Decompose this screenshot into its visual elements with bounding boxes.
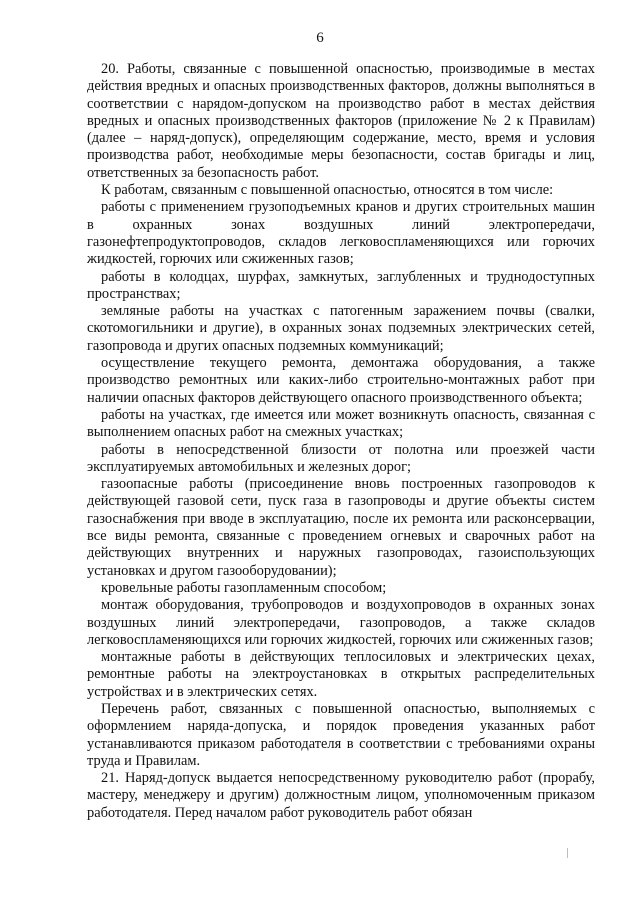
paragraph-list-order: Перечень работ, связанных с повышенной опасностью, выполняемых с оформлением наряда-допуска, и порядок проведения указанных работ устанавливаются приказом работодателя в соответствии с требованиями охраны труда и Правилам.: [87, 700, 595, 769]
list-item-roads: работы в непосредственной близости от полотна или проезжей части эксплуатируемых автомобильных и железных дорог;: [87, 441, 595, 475]
list-item-earthworks: земляные работы на участках с патогенным заражением почвы (свалки, скотомогильники и другие), в охранных зонах подземных электрических сетей, газопровода и других опасных подземных коммуникаций;: [87, 303, 595, 354]
document-body: [87, 61, 595, 822]
paragraph-21: 21. Наряд-допуск выдается непосредственному руководителю работ (прорабу, мастеру, менеджеру и другим) должностным лицом, уполномоченным приказом работодателя. Перед началом работ руководитель работ обязан: [87, 770, 595, 821]
list-item-repair: осуществление текущего ремонта, демонтажа оборудования, а также производство ремонтных или каких-либо строительно-монтажных работ при наличии опасных факторов действующего опасного производственного объекта;: [87, 355, 595, 406]
paragraph-20: 20. Работы, связанные с повышенной опасностью, производимые в местах действия вредных и опасных производственных факторов, должны выполняться в соответствии с нарядом-допуском на производство работ в местах действия вредных и опасных производственных факторов (приложение № 2 к Правилам) (далее – наряд-допуск), определяющим содержание, место, время и условия производства работ, необходимые меры безопасности, состав бригады и лиц, ответственных за безопасность работ.: [87, 61, 595, 181]
list-item-electrical: монтажные работы в действующих теплосиловых и электрических цехах, ремонтные работы на электроустановках в открытых распределительных устройствах и в электрических сетях.: [87, 649, 595, 700]
list-item-roofing: кровельные работы газопламенным способом;: [101, 579, 387, 596]
paragraph-list-intro: К работам, связанным с повышенной опасностью, относятся в том числе:: [101, 182, 554, 199]
list-item-adjacent-sites: работы на участках, где имеется или может возникнуть опасность, связанная с выполнением опасных работ на смежных участках;: [87, 406, 595, 441]
list-item-installation: монтаж оборудования, трубопроводов и воздухопроводов в охранных зонах воздушных линий электропередачи, газопроводов, а также складов легковоспламеняющихся или горючих жидкостей, горючих или сжиженных газов;: [87, 597, 595, 648]
list-item-cranes: работы с применением грузоподъемных кранов и других строительных машин в охранных зонах воздушных линий электропередачи, газонефтепродуктопроводов, складов легковоспламеняющихся или горючих жидкостей, горючих или сжиженных газов;: [87, 199, 595, 268]
scan-mark: [567, 848, 568, 858]
list-item-wells: работы в колодцах, шурфах, замкнутых, заглубленных и труднодоступных пространствах;: [87, 268, 595, 302]
page-number: 6: [316, 30, 324, 46]
list-item-gas-works: газоопасные работы (присоединение вновь построенных газопроводов к действующей газовой сети, пуск газа в газопроводы и другие объекты систем газоснабжения при вводе в эксплуатацию, после их ремонта или расконсервации, все виды ремонта, связанные с проведением огневых и сварочных работ на действующих внутренних и наружных газопроводах, газоиспользующих установках и другом газооборудовании);: [87, 476, 595, 579]
